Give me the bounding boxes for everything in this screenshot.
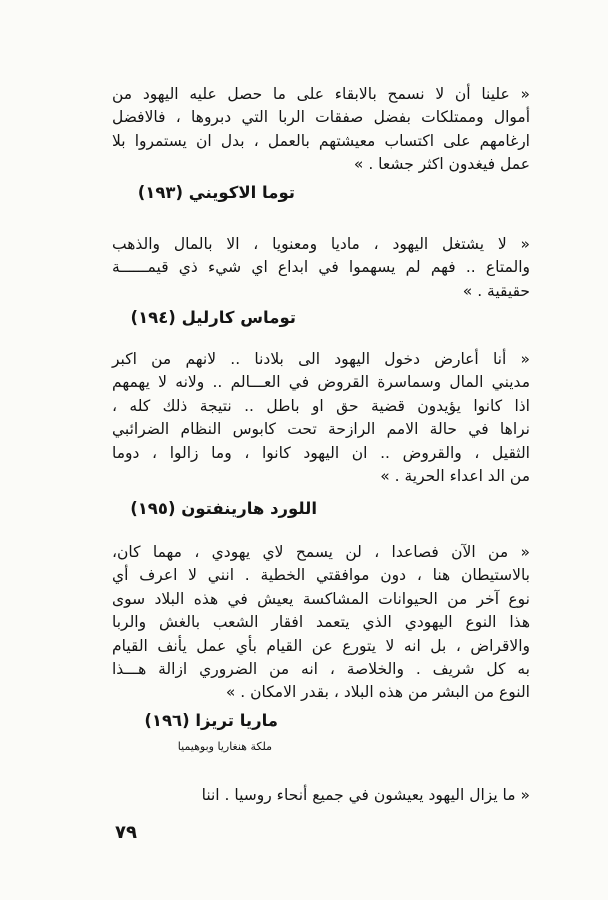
quote-line: أموال وممتلكات بفضل صفقات الربا التي دبروها ، فالافضل (112, 108, 530, 127)
quote-line: بالاستيطان هنا ، دون موافقتي الخطية . انني لا اعرف أي (112, 566, 530, 585)
quote-maria-theresa (112, 541, 530, 705)
quote-harington (112, 348, 530, 488)
quote-line: ارغامهم على اكتساب معيشتهم بالعمل ، بدل ان يستمروا بلا (112, 131, 530, 150)
author-heading-carlyle: توماس كارليل (١٩٤) (130, 308, 296, 327)
quote-line: حقيقية . » (462, 281, 530, 300)
quote-line: والمتاع .. فهم لم يسهموا في ابداع اي شيء ذي قيمــــــة (112, 258, 530, 277)
quote-line: به كل شريف . والخلاصة ، انه من الضروري ازالة هـــذا (112, 660, 530, 679)
author-heading-aquinas: توما الاكويني (١٩٣) (137, 183, 295, 202)
author-heading-harington: اللورد هارينفتون (١٩٥) (130, 499, 317, 518)
quote-line: والاقراض ، بل انه لا يتورع عن القيام بأي عمل يأنف القيام (112, 636, 530, 655)
quote-line: « ما يزال اليهود يعيشون في جميع أنحاء روسيا . اننا (201, 786, 530, 804)
quote-line: نراها في حالة الامم الرازحة تحت كابوس النظام الضرائبي (112, 420, 530, 439)
quote-line: « لا يشتغل اليهود ، ماديا ومعنويا ، الا بالمال والذهب (112, 235, 530, 253)
quote-line: الثقيل ، والقروض .. ان اليهود كانوا ، وما زالوا ، دوما (112, 443, 530, 462)
quote-line: « علينا أن لا نسمح بالابقاء على ما حصل عليه اليهود من (112, 85, 530, 103)
quote-line: « من الآن فصاعدا ، لن يسمح لاي يهودي ، مهما كان، (112, 543, 530, 561)
author-title-caption: ملكة هنغاريا وبوهيميا (177, 740, 272, 753)
quote-aquinas (112, 83, 530, 177)
quote-line: نوع آخر من الحيوانات المشاكسة يعيش في هذه البلاد سوى (112, 589, 530, 608)
quote-line: من الد اعداء الحرية . » (380, 467, 530, 486)
quote-continuing (112, 784, 530, 807)
author-heading-maria-theresa: ماريا تريزا (١٩٦) (144, 711, 278, 730)
quote-line: النوع من البشر من هذه البلاد ، بقدر الامكان . » (225, 683, 530, 702)
quote-line: هذا النوع اليهودي الذي يتعمد افقار الشعب بالغش والربا (112, 613, 530, 632)
quote-line: مديني المال وسماسرة القروض في العـــالم .. ولانه لا يهمهم (112, 373, 530, 392)
quote-line: عمل فيغدون اكثر جشعا . » (353, 155, 530, 174)
quote-line: اذا كانوا يؤيدون قضية حق او باطل .. نتيجة ذلك كله ، (112, 396, 530, 415)
quote-carlyle (112, 233, 530, 303)
quote-line: « أنا أعارض دخول اليهود الى بلادنا .. لانهم من اكبر (112, 350, 530, 368)
page-number: ٧٩ (115, 822, 137, 843)
